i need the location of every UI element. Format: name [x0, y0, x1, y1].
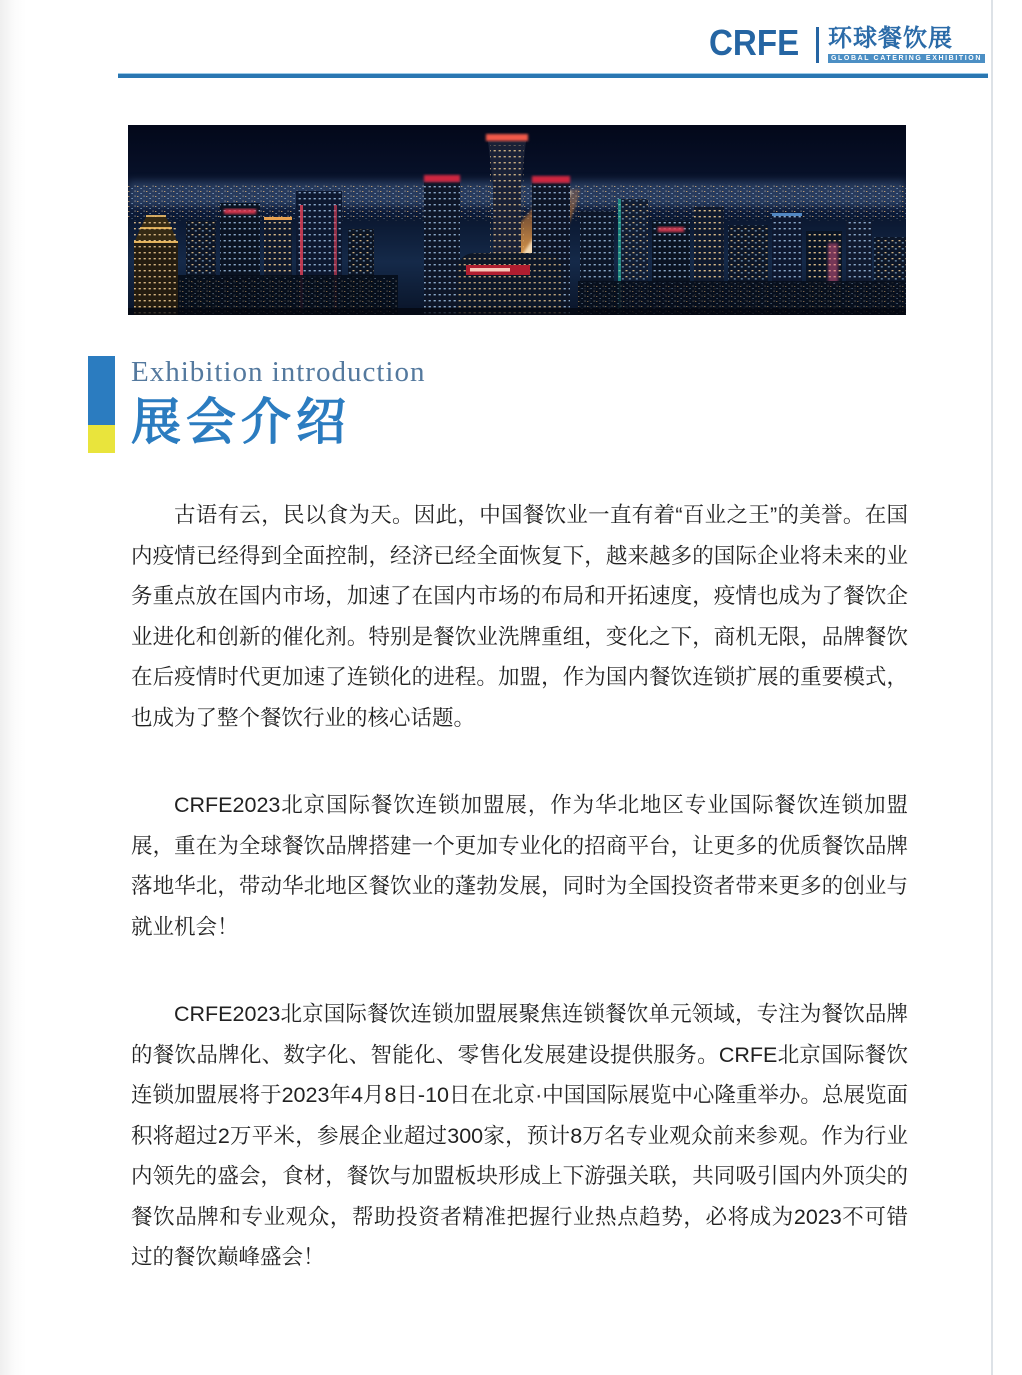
accent-bar-yellow: [88, 425, 115, 453]
logo-brand-en: GLOBAL CATERING EXHIBITION: [828, 54, 985, 63]
logo-brand: CRFE: [708, 22, 800, 63]
page-right-border: [991, 0, 993, 1375]
logo: [708, 22, 985, 63]
header-divider-rule: [118, 73, 988, 78]
page-left-shadow: [0, 0, 26, 1375]
accent-bar-blue: [88, 356, 115, 425]
section-title: 展会介绍: [131, 394, 351, 450]
section-eyebrow: Exhibition introduction: [131, 356, 426, 388]
logo-brand-cn: 环球餐饮展: [827, 25, 953, 52]
paragraph: CRFE2023北京国际餐饮连锁加盟展，作为华北地区专业国际餐饮连锁加盟展，重在为全球餐饮品牌搭建一个更加专业化的招商平台，让更多的优质餐饮品牌落地华北，带动华北地区餐饮业的蓬勃发展，同时为全国投资者带来更多的创业与就业机会！: [131, 793, 908, 939]
logo-divider: [816, 27, 819, 63]
banner-night-skyline-image: [128, 125, 906, 315]
paragraph: CRFE2023北京国际餐饮连锁加盟展聚焦连锁餐饮单元领域，专注为餐饮品牌的餐饮品牌化、数字化、智能化、零售化发展建设提供服务。CRFE北京国际餐饮连锁加盟展将于2023年4月8日-10日在北京·中国国际展览中心隆重举办。总展览面积将超过2万平米，参展企业超过300家，预计8万名专业观众前来参观。作为行业内领先的盛会，食材，餐饮与加盟板块形成上下游强关联，共同吸引国内外顶尖的餐饮品牌和专业观众，帮助投资者精准把握行业热点趋势，必将成为2023不可错过的餐饮巅峰盛会！: [131, 1002, 908, 1269]
article-body: [131, 495, 908, 1325]
city-skyline-graphic: [128, 125, 906, 315]
paragraph: 古语有云，民以食为天。因此，中国餐饮业一直有着“百业之王”的美誉。在国内疫情已经得到全面控制，经济已经全面恢复下，越来越多的国际企业将未来的业务重点放在国内市场，加速了在国内市场的布局和开拓速度，疫情也成为了餐饮企业进化和创新的催化剂。特别是餐饮业洗牌重组，变化之下，商机无限，品牌餐饮在后疫情时代更加速了连锁化的进程。加盟，作为国内餐饮连锁扩展的重要模式，也成为了整个餐饮行业的核心话题。: [131, 503, 908, 730]
heading-accent-bar: [88, 356, 115, 453]
section-heading: [88, 356, 425, 453]
